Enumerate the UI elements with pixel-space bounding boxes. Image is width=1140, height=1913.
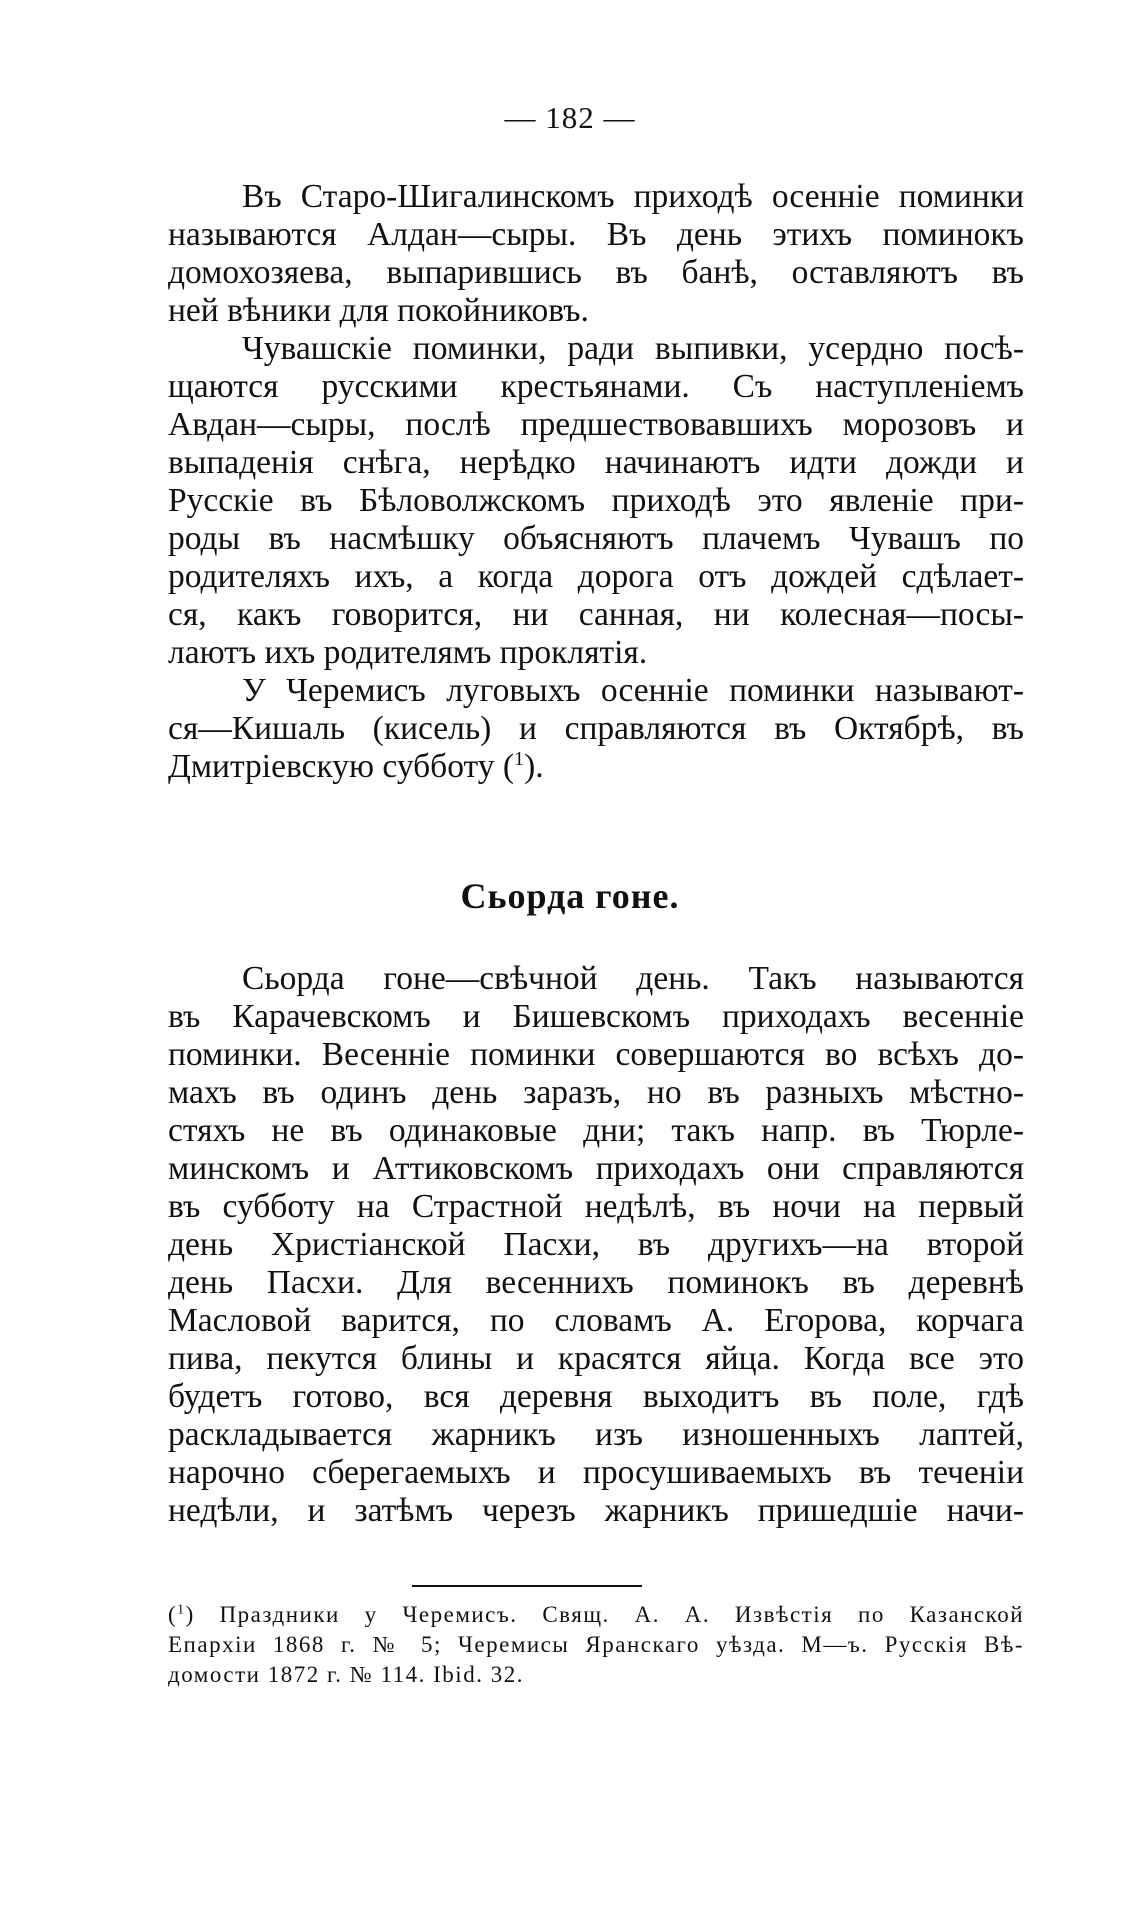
text-line: Русскiе въ Бѣловолжскомъ приходѣ это явленiе при- (168, 482, 1024, 519)
footnote-text: ) Праздники у Черемисъ. Свящ. А. А. Извѣстiя по Казанской (185, 1602, 1024, 1627)
text-line: У Черемисъ луговыхъ осеннiе поминки называют- (242, 672, 1024, 709)
footnote-line: Епархiи 1868 г. № 5; Черемисы Яранскаго уѣзда. М—ъ. Русскiя Вѣ- (168, 1632, 1024, 1657)
line-text: Дмитрiевскую субботу ( (168, 748, 515, 785)
text-line: недѣли, и затѣмъ черезъ жарникъ пришедшiе начи- (168, 1492, 1024, 1529)
text-line: ней вѣники для покойниковъ. (168, 292, 589, 329)
text-line: ся—Кишаль (кисель) и справляются въ Октябрѣ, въ (168, 710, 1024, 747)
text-line: день Христiанской Пасхи, въ другихъ—на второй (168, 1226, 1024, 1263)
text-line: выпаденiя снѣга, нерѣдко начинаютъ идти дожди и (168, 444, 1024, 481)
body-text-top (168, 178, 1024, 786)
footnote-reference[interactable]: 1 (514, 747, 525, 770)
text-line: называются Алдан—сыры. Въ день этихъ поминокъ (168, 216, 1024, 253)
text-line: въ Карачевскомъ и Бишевскомъ приходахъ весеннiе (168, 998, 1024, 1035)
text-line: лаютъ ихъ родителямъ проклятiя. (168, 634, 648, 671)
footnote (168, 1600, 1024, 1690)
text-line: щаются русскими крестьянами. Съ наступленiемъ (168, 368, 1024, 405)
text-line: домохозяева, выпарившись въ банѣ, оставляютъ въ (168, 254, 1024, 291)
line-text-end: ). (524, 748, 544, 785)
text-line: день Пасхи. Для весеннихъ поминокъ въ деревнѣ (168, 1264, 1024, 1301)
text-line: стяхъ не въ одинаковые дни; такъ напр. въ Тюрле- (168, 1112, 1024, 1149)
page-number: — 182 — (504, 100, 636, 135)
paragraph-2 (168, 330, 1024, 672)
footnote-line: домости 1872 г. № 114. Ibid. 32. (168, 1662, 524, 1687)
text-line: пива, пекутся блины и красятся яйца. Когда все это (168, 1340, 1024, 1377)
text-line: ся, какъ говорится, ни санная, ни колесная—посы- (168, 596, 1024, 633)
text-line: Чувашскiе поминки, ради выпивки, усердно посѣ- (242, 330, 1024, 367)
section-heading: Сьорда гоне. (460, 876, 680, 916)
text-line: въ субботу на Страстной недѣлѣ, въ ночи на первый (168, 1188, 1024, 1225)
text-line: махъ въ одинъ день заразъ, но въ разныхъ мѣстно- (168, 1074, 1024, 1111)
paragraph-1 (168, 178, 1024, 330)
footnote-line: ($^1$) Праздники у Черемисъ. Свящ. А. А. Извѣстiя по Казанской (168, 1601, 1024, 1627)
text-line (168, 748, 1024, 786)
text-line: нарочно сберегаемыхъ и просушиваемыхъ въ теченiи (168, 1454, 1024, 1491)
text-line: роды въ насмѣшку объясняютъ плачемъ Чувашъ по (168, 520, 1024, 557)
text-line: Масловой варится, по словамъ А. Егорова, корчага (168, 1302, 1024, 1339)
text-line: Въ Старо-Шигалинскомъ приходѣ осеннiе поминки (242, 178, 1024, 215)
section-paragraph (168, 960, 1024, 1530)
text-line: Сьорда гоне—свѣчной день. Такъ называются (242, 960, 1024, 997)
footnote-marker: 1 (177, 1601, 186, 1617)
text-line: поминки. Весеннiе поминки совершаются во всѣхъ до- (168, 1036, 1024, 1073)
paragraph-3 (168, 672, 1024, 786)
text-line: будетъ готово, вся деревня выходитъ въ поле, гдѣ (168, 1378, 1024, 1415)
text-line: раскладывается жарникъ изъ изношенныхъ лаптей, (168, 1416, 1024, 1453)
text-line: минскомъ и Аттиковскомъ приходахъ они справляются (168, 1150, 1024, 1187)
body-text-section (168, 960, 1024, 1530)
text-line: Авдан—сыры, послѣ предшествовавшихъ морозовъ и (168, 406, 1024, 443)
text-line: родителяхъ ихъ, а когда дорога отъ дождей сдѣлает- (168, 558, 1024, 595)
footnote-divider (412, 1585, 642, 1587)
